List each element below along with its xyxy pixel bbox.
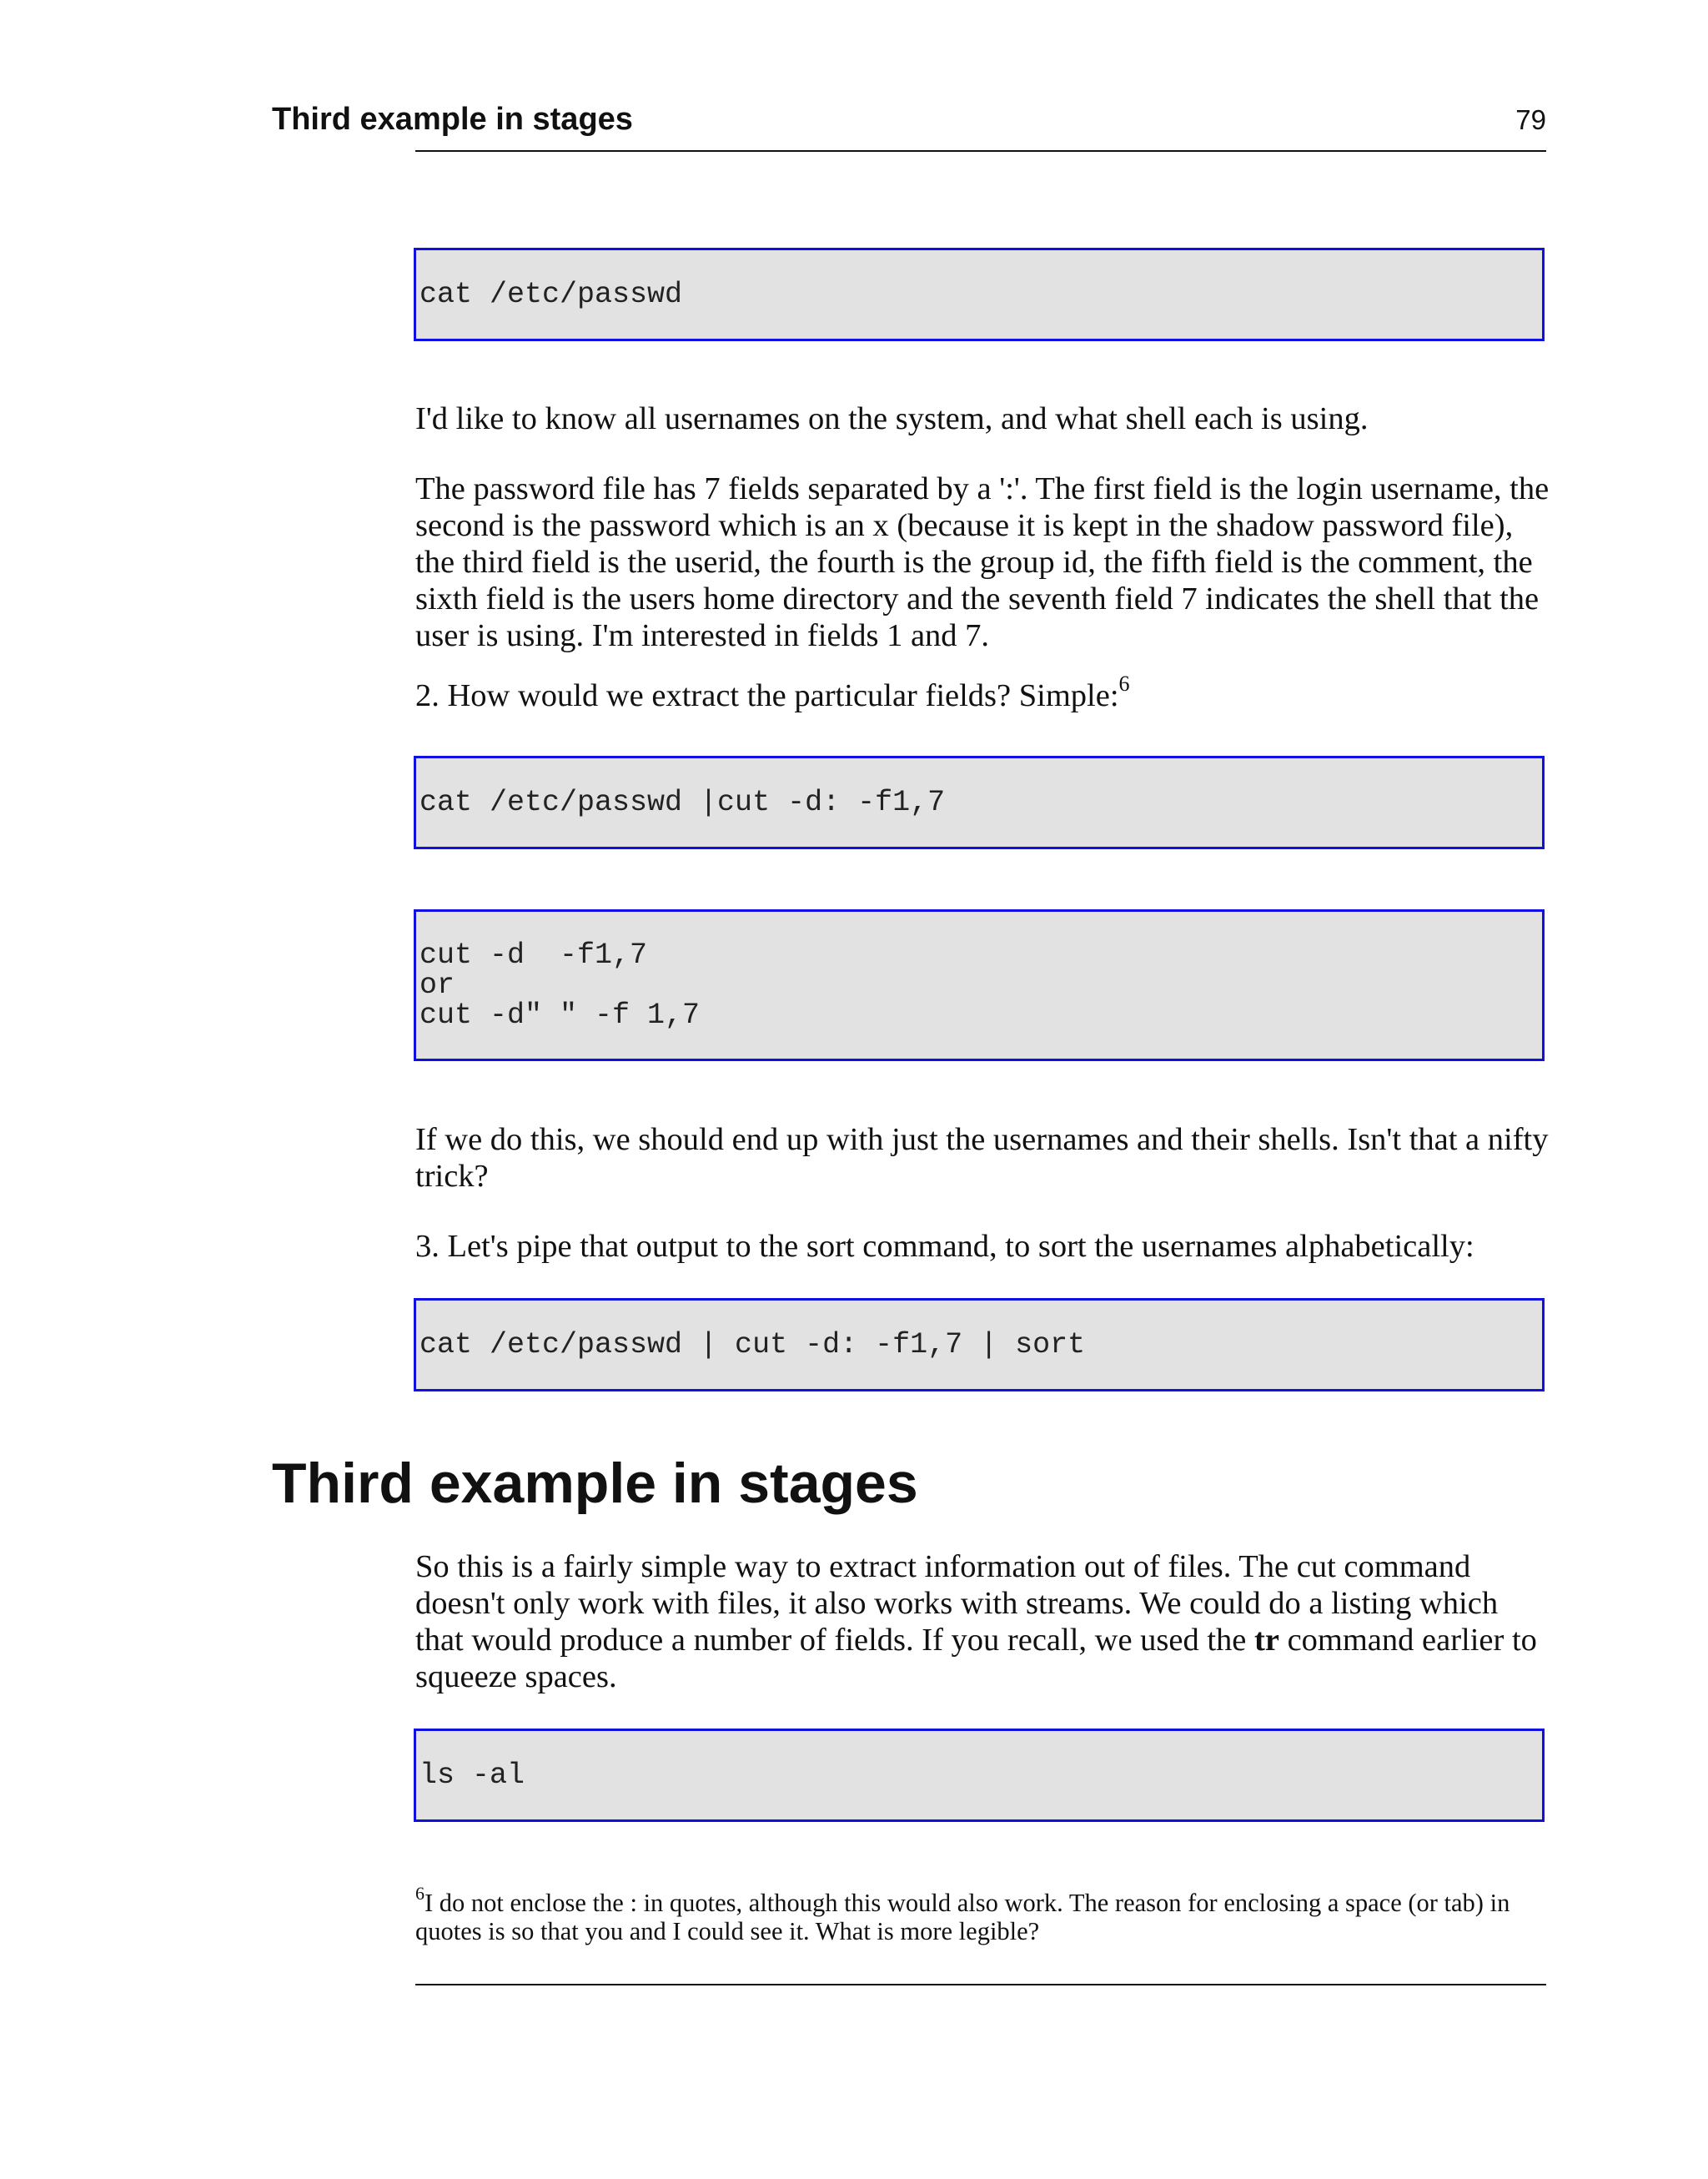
page-number: 79 xyxy=(1515,104,1546,135)
footer-rule xyxy=(415,1984,1546,1985)
section-heading: Third example in stages xyxy=(272,1452,918,1515)
paragraph-pipe-sort: 3. Let's pipe that output to the sort command, to sort the usernames alphabetically: xyxy=(415,1229,1474,1264)
code-line: cat /etc/passwd |cut -d: -f1,7 xyxy=(419,786,946,819)
paragraph-streams xyxy=(415,1548,1550,1695)
page-header xyxy=(272,100,1546,138)
footnote-marker: 6 xyxy=(415,1882,424,1904)
paragraph-nifty-trick: If we do this, we should end up with just the usernames and their shells. Isn't that a nifty trick? xyxy=(415,1122,1549,1194)
code-line: cat /etc/passwd | cut -d: -f1,7 | sort xyxy=(419,1328,1086,1361)
code-block-ls-al xyxy=(414,1729,1545,1822)
footnote xyxy=(415,1882,1550,1945)
paragraph-extract-fields xyxy=(415,672,1550,714)
running-title: Third example in stages xyxy=(272,102,633,137)
paragraph-streams-text-after: command earlier to squeeze spaces. xyxy=(415,1623,1537,1694)
paragraph-extract-fields-text: 2. How would we extract the particular fields? Simple: xyxy=(415,678,1119,713)
code-line: cat /etc/passwd xyxy=(419,278,683,311)
code-line: ls -al xyxy=(419,1759,525,1792)
footnote-text: I do not enclose the : in quotes, although this would also work. The reason for enclosing a space (or tab) in quotes is so that you and I could see it. What is more legible? xyxy=(415,1889,1510,1945)
code-line: cut -d -f1,7 xyxy=(419,939,648,972)
paragraph-streams-text-before: So this is a fairly simple way to extract information out of files. The cut command doesn't only work with files, it also works with streams. We could do a listing which that would produce a number of fields. If you recall, we used the xyxy=(415,1549,1499,1658)
header-rule xyxy=(415,150,1546,152)
footnote-reference: 6 xyxy=(1118,672,1130,697)
paragraph-password-fields: The password file has 7 fields separated by a ':'. The first field is the login username, the second is the password which is an x (because it is kept in the shadow password file), the third field is the userid, the fourth is the group id, the fifth field is the comment, the sixth field is the users home directory and the seventh field 7 indicates the shell that the user is using. I'm interested in fields 1 and 7. xyxy=(415,471,1550,653)
code-block-cut-alternatives xyxy=(414,909,1545,1061)
code-line: or xyxy=(419,969,455,1002)
code-line: cut -d" " -f 1,7 xyxy=(419,999,701,1032)
code-block-cut-fields xyxy=(414,756,1545,849)
code-block-cut-sort xyxy=(414,1298,1545,1391)
paragraph-usernames: I'd like to know all usernames on the system, and what shell each is using. xyxy=(415,401,1369,436)
bold-command-tr: tr xyxy=(1254,1623,1279,1658)
code-block-cat-passwd xyxy=(414,248,1545,341)
